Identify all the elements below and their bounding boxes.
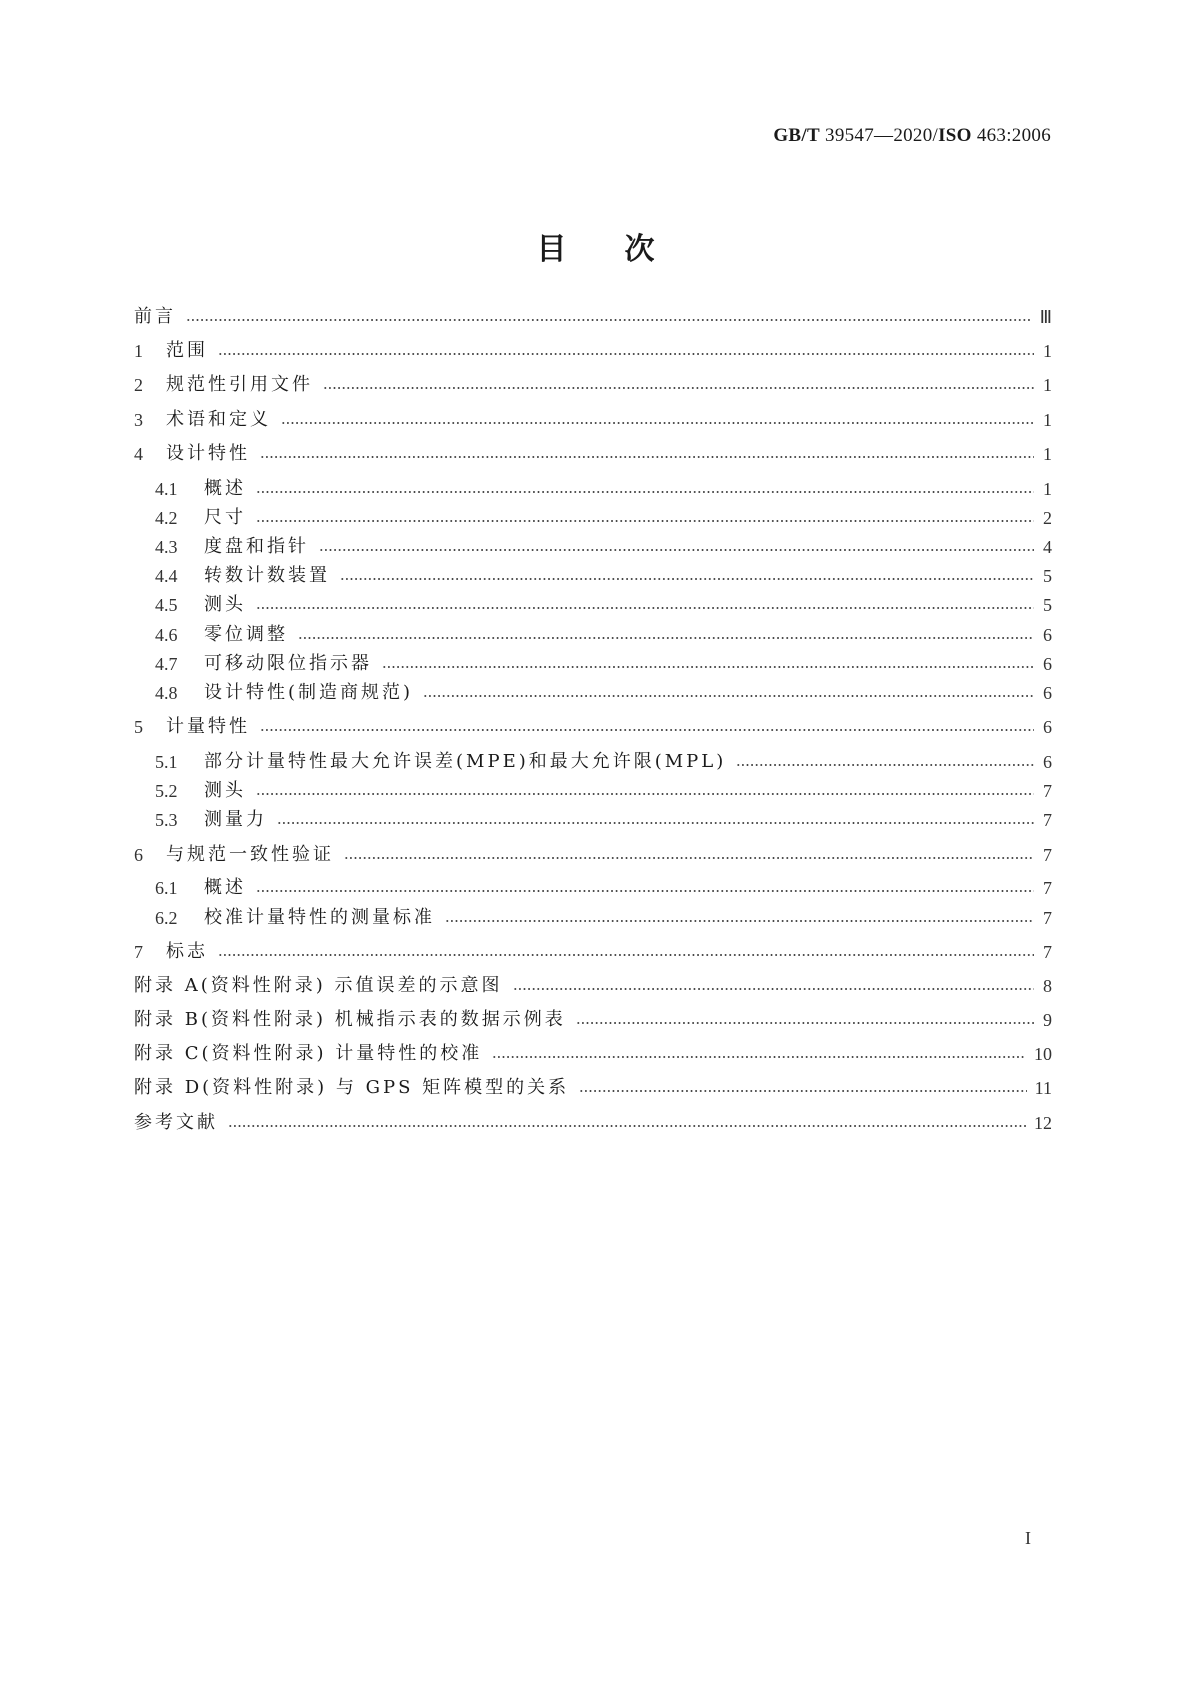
toc-entry-number: 5: [134, 717, 143, 737]
toc-leader-dots: [445, 920, 1034, 922]
toc-entry-page: 7: [1043, 908, 1052, 928]
toc-entry[interactable]: [134, 1041, 1052, 1067]
toc-entry-page: 7: [1043, 878, 1052, 898]
toc-entry-page: 4: [1043, 537, 1052, 557]
toc-entry-page: 1: [1043, 410, 1052, 430]
toc-entry-number: 4.2: [155, 508, 178, 528]
toc-entry-number: 4.8: [155, 683, 178, 703]
toc-entry-label: 转数计数装置: [204, 565, 330, 586]
toc-entry-number: 1: [134, 341, 143, 361]
toc-entry-label: 附录 B(资料性附录) 机械指示表的数据示例表: [134, 1009, 566, 1030]
toc-entry-page: 8: [1043, 976, 1052, 996]
std-prefix: GB/T: [773, 125, 820, 146]
toc-entry-page: 1: [1043, 341, 1052, 361]
toc-entry[interactable]: [134, 1007, 1052, 1033]
toc-entry[interactable]: [155, 778, 1052, 804]
toc-entry-label: 校准计量特性的测量标准: [204, 907, 435, 928]
toc-entry-label: 附录 A(资料性附录) 示值误差的示意图: [134, 975, 503, 996]
toc-entry-label: 参考文献: [134, 1112, 218, 1133]
toc-leader-dots: [423, 695, 1034, 697]
toc-entry-page: 1: [1043, 444, 1052, 464]
toc-entry-number: 6: [134, 845, 143, 865]
toc-entry-label: 测量力: [204, 809, 267, 830]
iso-prefix: ISO: [938, 125, 972, 146]
toc-entry-number: 5.3: [155, 810, 178, 830]
toc-leader-dots: [579, 1090, 1026, 1092]
toc-entry-label: 附录 C(资料性附录) 计量特性的校准: [134, 1043, 483, 1064]
toc-entry-label: 零位调整: [204, 624, 288, 645]
iso-number-text: 463:2006: [976, 125, 1051, 146]
toc-entry-number: 4: [134, 444, 143, 464]
toc-leader-dots: [319, 549, 1034, 551]
toc-entry[interactable]: [155, 905, 1052, 931]
toc-entry-label: 规范性引用文件: [166, 374, 313, 395]
toc-entry-page: 6: [1043, 625, 1052, 645]
toc-entry[interactable]: [134, 939, 1052, 965]
page-title-char-1: 目: [536, 232, 567, 267]
toc-leader-dots: [340, 578, 1034, 580]
toc-leader-dots: [228, 1125, 1026, 1127]
toc-entry-label: 计量特性: [166, 716, 250, 737]
toc-entry-number: 4.5: [155, 595, 178, 615]
toc-entry-number: 6.1: [155, 878, 178, 898]
page-title-char-2: 次: [624, 232, 655, 267]
toc-entry-label: 与规范一致性验证: [166, 844, 334, 865]
std-number-text: 39547—2020/: [825, 125, 939, 146]
toc-entry-number: 4.1: [155, 479, 178, 499]
toc-entry[interactable]: [155, 680, 1052, 706]
toc-entry-page: 1: [1043, 375, 1052, 395]
toc-entry-label: 部分计量特性最大允许误差(MPE)和最大允许限(MPL): [204, 751, 727, 772]
toc-leader-dots: [277, 822, 1034, 824]
toc-entry-label: 尺寸: [204, 507, 246, 528]
toc-entry[interactable]: [134, 338, 1052, 364]
toc-entry-number: 4.6: [155, 625, 178, 645]
toc-entry[interactable]: [155, 875, 1052, 901]
toc-entry-label: 设计特性: [166, 443, 250, 464]
toc-entry-label: 前言: [134, 306, 176, 327]
toc-leader-dots: [256, 607, 1034, 609]
toc-entry-page: 12: [1034, 1113, 1052, 1133]
toc-entry-number: 4.4: [155, 566, 178, 586]
toc-leader-dots: [256, 793, 1034, 795]
toc-entry-number: 5.1: [155, 752, 178, 772]
toc-entry-label: 度盘和指针: [204, 536, 309, 557]
toc-entry-number: 7: [134, 942, 143, 962]
toc-leader-dots: [323, 387, 1034, 389]
toc-entry[interactable]: [134, 1110, 1052, 1136]
toc-entry[interactable]: [155, 622, 1052, 648]
toc-entry[interactable]: [155, 807, 1052, 833]
toc-entry-page: 1: [1043, 479, 1052, 499]
toc-entry-label: 测头: [204, 780, 246, 801]
toc-leader-dots: [382, 666, 1034, 668]
toc-entry-page: 7: [1043, 810, 1052, 830]
toc-entry-label: 范围: [166, 340, 208, 361]
toc-leader-dots: [256, 890, 1034, 892]
toc-leader-dots: [576, 1022, 1034, 1024]
toc-entry[interactable]: [134, 304, 1052, 330]
toc-leader-dots: [260, 729, 1034, 731]
toc-entry-number: 4.3: [155, 537, 178, 557]
toc-entry[interactable]: [134, 842, 1052, 868]
toc-entry-page: 9: [1043, 1010, 1052, 1030]
toc-entry-page: 5: [1043, 595, 1052, 615]
toc-entry-page: 6: [1043, 717, 1052, 737]
toc-entry[interactable]: [155, 476, 1052, 502]
toc-entry[interactable]: [134, 441, 1052, 467]
toc-entry-number: 2: [134, 375, 143, 395]
toc-entry[interactable]: [155, 749, 1052, 775]
toc-entry[interactable]: [155, 563, 1052, 589]
toc-entry-page: 7: [1043, 781, 1052, 801]
footer-page-number: I: [1025, 1528, 1031, 1548]
toc-leader-dots: [218, 954, 1034, 956]
toc-entry[interactable]: [155, 505, 1052, 531]
toc-leader-dots: [298, 637, 1034, 639]
toc-entry[interactable]: [155, 534, 1052, 560]
toc-entry-label: 概述: [204, 877, 246, 898]
toc-entry-number: 4.7: [155, 654, 178, 674]
toc-entry-page: 10: [1034, 1044, 1052, 1064]
toc-leader-dots: [344, 857, 1034, 859]
toc-entry-page: 7: [1043, 942, 1052, 962]
toc-entry-label: 概述: [204, 478, 246, 499]
toc-entry-page: 5: [1043, 566, 1052, 586]
toc-entry[interactable]: [155, 651, 1052, 677]
toc-entry[interactable]: [155, 592, 1052, 618]
toc-entry-label: 标志: [166, 941, 208, 962]
toc-leader-dots: [736, 764, 1034, 766]
toc-entry-label: 测头: [204, 594, 246, 615]
toc-entry-label: 可移动限位指示器: [204, 653, 372, 674]
toc-entry-page: 11: [1034, 1078, 1052, 1098]
toc-entry-page: 2: [1043, 508, 1052, 528]
toc-leader-dots: [492, 1056, 1026, 1058]
toc-entry[interactable]: [134, 372, 1052, 398]
toc-entry-number: 6.2: [155, 908, 178, 928]
toc-entry-page: 6: [1043, 752, 1052, 772]
toc-entry-number: 5.2: [155, 781, 178, 801]
toc-entry[interactable]: [134, 1075, 1052, 1101]
toc-leader-dots: [256, 520, 1034, 522]
toc-leader-dots: [218, 353, 1034, 355]
toc-leader-dots: [281, 422, 1034, 424]
toc-entry-page: Ⅲ: [1039, 307, 1052, 327]
toc-leader-dots: [260, 456, 1034, 458]
toc-entry-page: 6: [1043, 683, 1052, 703]
toc-leader-dots: [513, 988, 1035, 990]
toc-leader-dots: [256, 491, 1034, 493]
toc-entry-label: 术语和定义: [166, 409, 271, 430]
toc-entry-page: 7: [1043, 845, 1052, 865]
toc-entry[interactable]: [134, 714, 1052, 740]
toc-entry-label: 附录 D(资料性附录) 与 GPS 矩阵模型的关系: [134, 1077, 570, 1098]
toc-entry-page: 6: [1043, 654, 1052, 674]
toc-entry[interactable]: [134, 973, 1052, 999]
toc-entry-label: 设计特性(制造商规范): [204, 682, 414, 703]
toc-leader-dots: [186, 319, 1032, 321]
toc-entry-number: 3: [134, 410, 143, 430]
toc-entry[interactable]: [134, 407, 1052, 433]
